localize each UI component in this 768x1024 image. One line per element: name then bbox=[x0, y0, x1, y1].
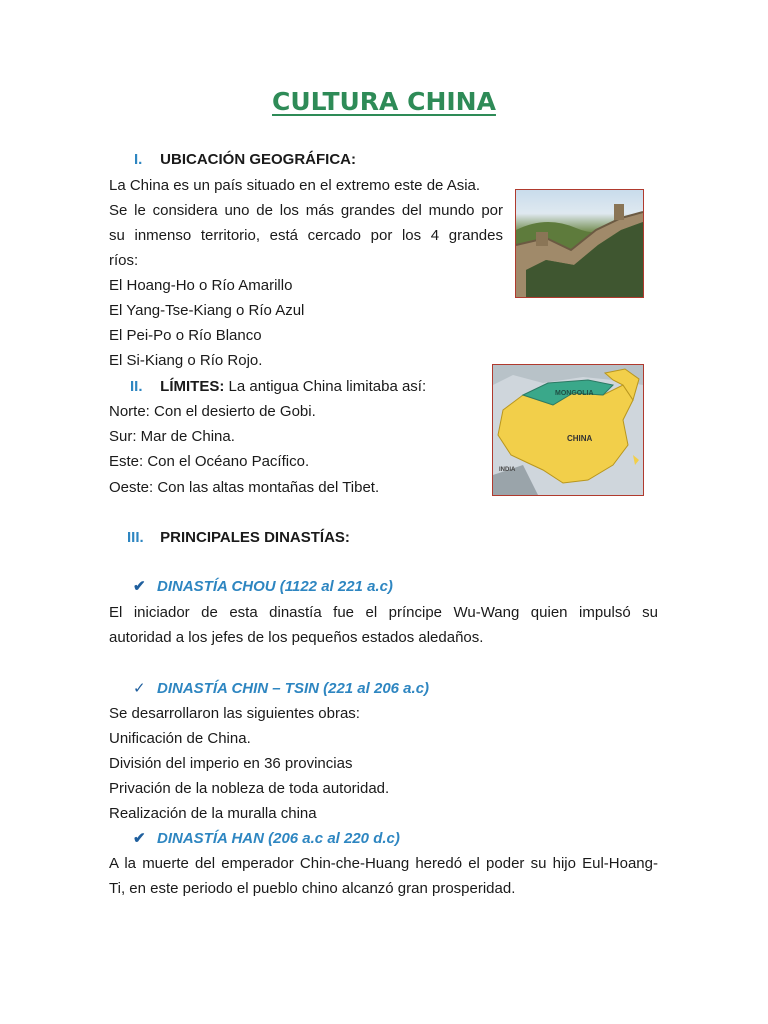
china-map-image bbox=[492, 364, 644, 496]
page-title: CULTURA CHINA bbox=[272, 87, 496, 116]
paragraph-line: El iniciador de esta dinastía fue el príncipe Wu-Wang quien impulsó su bbox=[109, 604, 658, 621]
dynasty-title-text: DINASTÍA CHIN – TSIN (221 al 206 a.c) bbox=[157, 680, 430, 697]
dynasty-title-han bbox=[133, 829, 400, 849]
list-line: Unificación de China. bbox=[109, 730, 251, 747]
dynasty-title-chin bbox=[133, 679, 429, 699]
china-map-illustration bbox=[493, 365, 643, 495]
paragraph-line: Se le considera uno de los más grandes del mundo por bbox=[109, 202, 503, 219]
great-wall-illustration bbox=[516, 190, 643, 297]
section-heading-dinastias bbox=[127, 528, 350, 548]
list-line: Realización de la muralla china bbox=[109, 805, 317, 822]
check-icon: ✔ bbox=[133, 578, 146, 595]
section-heading-limites bbox=[130, 377, 426, 397]
limit-line: Este: Con el Océano Pacífico. bbox=[109, 453, 310, 470]
limit-line: Oeste: Con las altas montañas del Tibet. bbox=[109, 479, 380, 496]
section-heading-text: PRINCIPALES DINASTÍAS: bbox=[160, 529, 350, 546]
river-line: El Pei-Po o Río Blanco bbox=[109, 327, 262, 344]
section-number: III. bbox=[127, 529, 144, 546]
section-number: I. bbox=[134, 151, 143, 168]
paragraph-line: su inmenso territorio, está cercado por los 4 grandes bbox=[109, 227, 503, 244]
dynasty-title-text: DINASTÍA HAN (206 a.c al 220 d.c) bbox=[157, 830, 400, 847]
river-line: El Yang-Tse-Kiang o Río Azul bbox=[109, 302, 305, 319]
section-heading-extra: La antigua China limitaba así: bbox=[224, 378, 427, 395]
river-line: El Si-Kiang o Río Rojo. bbox=[109, 352, 263, 369]
section-heading-ubicacion bbox=[134, 150, 356, 170]
limit-line: Norte: Con el desierto de Gobi. bbox=[109, 403, 316, 420]
section-heading-text: UBICACIÓN GEOGRÁFICA: bbox=[160, 151, 356, 168]
limit-line: Sur: Mar de China. bbox=[109, 428, 235, 445]
map-label-mongolia: MONGOLIA bbox=[555, 390, 594, 397]
dynasty-title-text: DINASTÍA CHOU (1122 al 221 a.c) bbox=[157, 578, 393, 595]
paragraph-line: Se desarrollaron las siguientes obras: bbox=[109, 705, 360, 722]
great-wall-photo bbox=[515, 189, 644, 298]
map-label-china: CHINA bbox=[567, 434, 593, 443]
river-line: El Hoang-Ho o Río Amarillo bbox=[109, 277, 293, 294]
check-icon: ✔ bbox=[133, 830, 146, 847]
paragraph-line: Ti, en este periodo el pueblo chino alcanzó gran prosperidad. bbox=[109, 880, 516, 897]
dynasty-title-chou bbox=[133, 577, 393, 597]
paragraph-line: A la muerte del emperador Chin-che-Huang heredó el poder su hijo Eul-Hoang- bbox=[109, 855, 658, 872]
section-number: II. bbox=[130, 378, 143, 395]
list-line: División del imperio en 36 provincias bbox=[109, 755, 353, 772]
paragraph-line: ríos: bbox=[109, 252, 139, 269]
check-icon: ✓ bbox=[133, 680, 146, 697]
list-line: Privación de la nobleza de toda autoridad. bbox=[109, 780, 390, 797]
map-label-india: INDIA bbox=[499, 467, 516, 473]
paragraph-line: La China es un país situado en el extremo este de Asia. bbox=[109, 177, 481, 194]
section-heading-text: LÍMITES: bbox=[160, 378, 225, 395]
paragraph-line: autoridad a los jefes de los pequeños estados aledaños. bbox=[109, 629, 484, 646]
